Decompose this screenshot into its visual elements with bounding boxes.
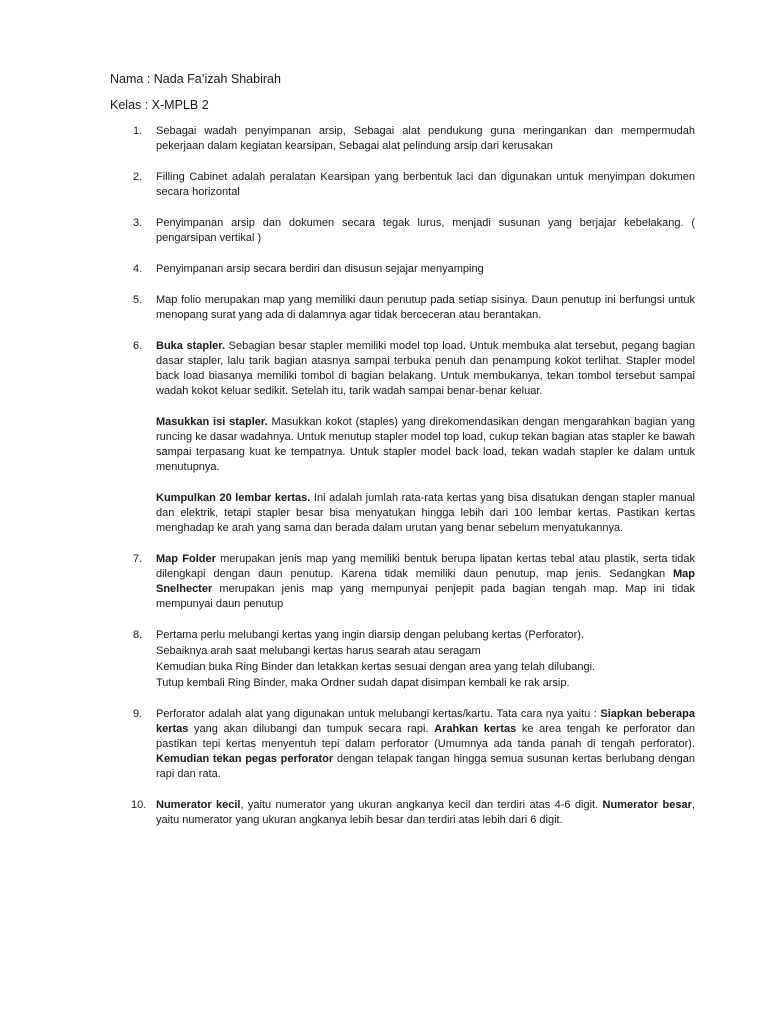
item-text <box>156 552 695 612</box>
item-number: 8. <box>133 629 143 641</box>
bold-term: Numerator kecil <box>156 799 241 811</box>
item-text <box>156 628 695 643</box>
text-run: Penyimpanan arsip secara berdiri dan disusun sejajar menyamping <box>156 263 484 275</box>
text-run: Ini adalah jumlah rata-rata kertas yang bisa disatukan dengan stapler manual dan elektrik, tetapi stapler besar bisa menyatukan hingga lebih dari 100 lembar kertas. Pastikan kertas menghadap ke arah yang sama dan berada dalam urutan yang benar sebelum menyatukannya. <box>156 492 696 534</box>
list-item <box>0 170 768 200</box>
item-text <box>156 216 695 246</box>
list-item <box>0 676 768 691</box>
item-number: 2. <box>133 171 143 183</box>
text-run: Sebaiknya arah saat melubangi kertas harus searah atau seragam <box>156 645 481 657</box>
item-text <box>156 707 695 782</box>
list-item <box>0 262 768 277</box>
text-run: Penyimpanan arsip dan dokumen secara tegak lurus, menjadi susunan yang berjajar kebelakang. ( pengarsipan vertikal ) <box>156 217 695 244</box>
text-run: ke area tengah ke perforator dan pastikan tepi kertas menyentuh tepi dalam perforator (Umumnya ada tanda panah di tengah perforator). <box>156 723 695 750</box>
item-number: 3. <box>133 217 143 229</box>
list-item <box>0 798 768 828</box>
text-run: Sebagai wadah penyimpanan arsip, Sebagai alat pendukung guna meringankan dan mempermudah pekerjaan dalam kegiatan kearsipan, Sebagai alat pelindung arsip dari kerusakan <box>156 125 695 152</box>
item-text <box>156 660 695 675</box>
text-run: , yaitu numerator yang ukuran angkanya lebih besar dan terdiri atas lebih dari 6 digit. <box>156 799 695 826</box>
list-item <box>0 491 768 536</box>
item-text <box>156 415 695 475</box>
list-item <box>0 293 768 323</box>
list-item <box>0 339 768 399</box>
bold-term: Kemudian tekan pegas perforator <box>156 753 334 765</box>
bold-term: Masukkan isi stapler. <box>156 416 268 428</box>
text-run: merupakan jenis map yang mempunyai penjepit pada bagian tengah map. Map ini tidak mempunyai daun penutup <box>156 583 695 610</box>
item-text <box>156 293 695 323</box>
item-number: 5. <box>133 294 143 306</box>
bold-term: Numerator besar <box>602 799 692 811</box>
list-item <box>0 628 768 643</box>
student-name: Nama : Nada Fa’izah Shabirah <box>110 72 281 86</box>
bold-term: Map Snelhecter <box>156 568 695 595</box>
student-class: Kelas : X-MPLB 2 <box>110 98 209 112</box>
item-number: 4. <box>133 263 143 275</box>
text-run: merupakan jenis map yang memiliki bentuk berupa lipatan kertas tebal atau plastik, serta tidak dilengkapi dengan daun penutup. Karena tidak memiliki daun penutup, map jenis. Sedangkan <box>156 553 695 580</box>
list-item <box>0 124 768 154</box>
text-run: Masukkan kokot (staples) yang direkomendasikan dengan mengarahkan bagian yang runcing ke dasar wadahnya. Untuk menutup stapler model top load, cukup tekan bagian atas stapler ke bawah sampai terpasang kuat ke tempatnya. Untuk stapler model back load, tekan wadah stapler ke dalam untuk menutupnya. <box>156 416 695 473</box>
list-item <box>0 660 768 675</box>
item-text <box>156 798 695 828</box>
list-item <box>0 552 768 612</box>
bold-term: Buka stapler. <box>156 340 226 352</box>
list-item <box>0 415 768 475</box>
bold-term: Kumpulkan 20 lembar kertas. <box>156 492 311 504</box>
bold-term: Map Folder <box>156 553 216 565</box>
text-run: Kemudian buka Ring Binder dan letakkan kertas sesuai dengan area yang telah dilubangi. <box>156 661 596 673</box>
item-number: 6. <box>133 340 143 352</box>
item-number: 1. <box>133 125 143 137</box>
text-run: Pertama perlu melubangi kertas yang ingin diarsip dengan pelubang kertas (Perforator). <box>156 629 585 641</box>
item-text <box>156 170 695 200</box>
text-run: Perforator adalah alat yang digunakan untuk melubangi kertas/kartu. Tata cara nya yaitu : <box>156 708 601 720</box>
list-item <box>0 216 768 246</box>
item-text <box>156 491 695 536</box>
text-run: , yaitu numerator yang ukuran angkanya kecil dan terdiri atas 4-6 digit. <box>240 799 603 811</box>
text-run: Map folio merupakan map yang memiliki daun penutup pada setiap sisinya. Daun penutup ini berfungsi untuk menopang surat yang ada di dalamnya agar tidak berceceran atau berantakan. <box>156 294 695 321</box>
bold-term: Arahkan kertas <box>434 723 517 735</box>
list-item <box>0 644 768 659</box>
item-text <box>156 644 695 659</box>
text-run: Filling Cabinet adalah peralatan Kearsipan yang berbentuk laci dan digunakan untuk menyimpan dokumen secara horizontal <box>156 171 695 198</box>
item-text <box>156 339 695 399</box>
item-text <box>156 262 695 277</box>
item-text <box>156 676 695 691</box>
text-run: Sebagian besar stapler memiliki model top load. Untuk membuka alat tersebut, pegang bagian dasar stapler, lalu tarik bagian atasnya sampai terbuka penuh dan penampung kokot terlihat. Stapler model back load biasanya memiliki tombol di bagian belakang. Untuk membukanya, tekan tombol tersebut sampai wadah kokot keluar sedikit. Setelah itu, tarik wadah sampai benar-benar keluar. <box>156 340 695 397</box>
item-number: 10. <box>131 799 147 811</box>
answer-list <box>0 124 768 828</box>
text-run: Tutup kembali Ring Binder, maka Ordner sudah dapat disimpan kembali ke rak arsip. <box>156 677 570 689</box>
text-run: dengan telapak tangan hingga semua susunan kertas berlubang dengan rapi dan rata. <box>156 753 695 780</box>
item-number: 7. <box>133 553 143 565</box>
item-number: 9. <box>133 708 143 720</box>
item-text <box>156 124 695 154</box>
list-item <box>0 707 768 782</box>
text-run: yang akan dilubangi dan tumpuk secara rapi. <box>188 723 435 735</box>
bold-term: Siapkan beberapa kertas <box>156 708 695 735</box>
